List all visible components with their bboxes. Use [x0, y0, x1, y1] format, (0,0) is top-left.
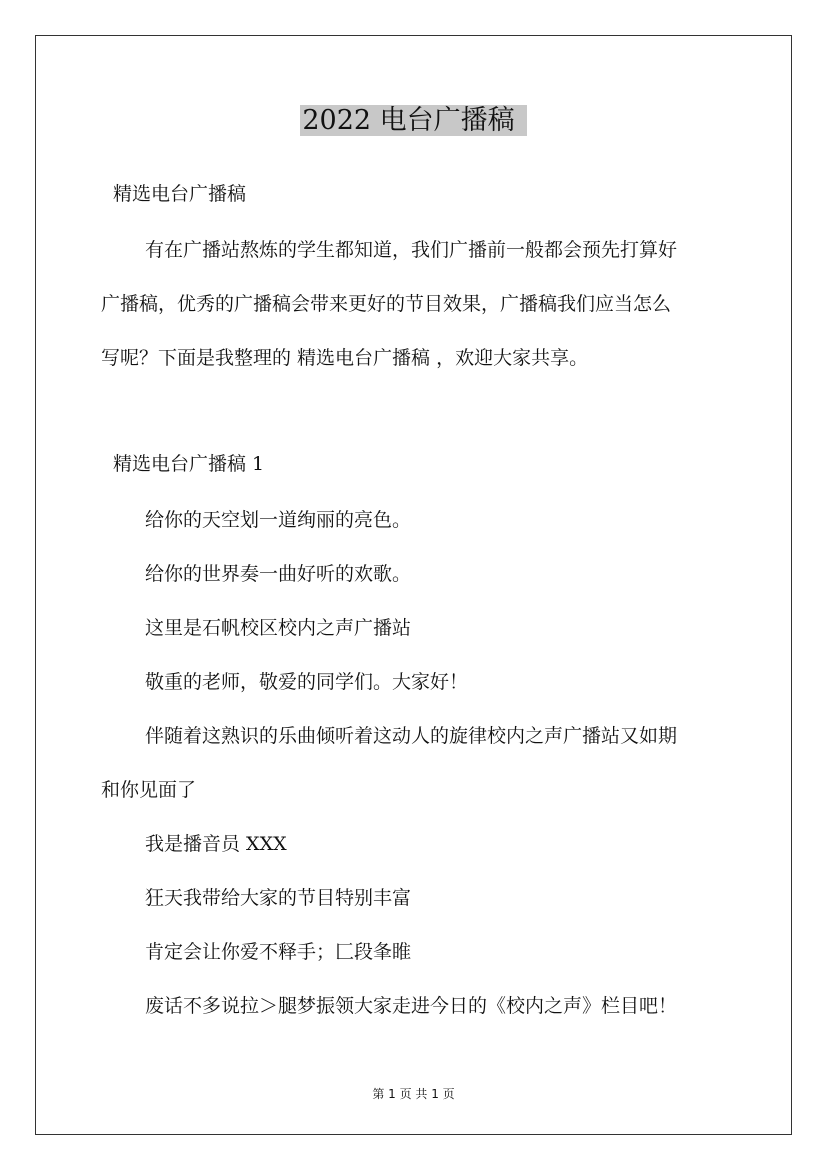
body-line: 狂天我带给大家的节目特别丰富 [145, 887, 412, 909]
body-line: 废话不多说拉＞腿梦振领大家走进今日的《校内之声》栏目吧！ [145, 995, 678, 1017]
body-line: 敬重的老师，敬爱的同学们。大家好！ [145, 671, 469, 693]
intro-line-2: 广播稿，优秀的广播稿会带来更好的节目效果，广播稿我们应当怎么 [101, 293, 672, 315]
intro-line-3: 写呢？下面是我整理的 精选电台广播稿 ，欢迎大家共享。 [101, 347, 589, 369]
intro-heading: 精选电台广播稿 [113, 183, 247, 205]
document-title: 2022 电台广播稿 [0, 102, 827, 140]
body-line: 给你的世界奏一曲好听的欢歌。 [145, 563, 412, 585]
body-line: 肯定会让你爱不释手；匚段夆睢 [145, 941, 412, 963]
section-heading: 精选电台广播稿 1 [113, 453, 265, 475]
body-line: 和你见面了 [101, 779, 197, 801]
page-number-footer: 第 1 页 共 1 页 [372, 1087, 455, 1101]
body-line: 伴随着这熟识的乐曲倾听着这动人的旋律校内之声广播站又如期 [145, 725, 678, 747]
intro-line-1: 有在广播站熬炼的学生都知道，我们广播前一般都会预先打算好 [145, 239, 678, 261]
body-line: 给你的天空划一道绚丽的亮色。 [145, 509, 412, 531]
body-line: 这里是石帆校区校内之声广播站 [145, 617, 412, 639]
body-line: 我是播音员 XXX [145, 833, 287, 855]
